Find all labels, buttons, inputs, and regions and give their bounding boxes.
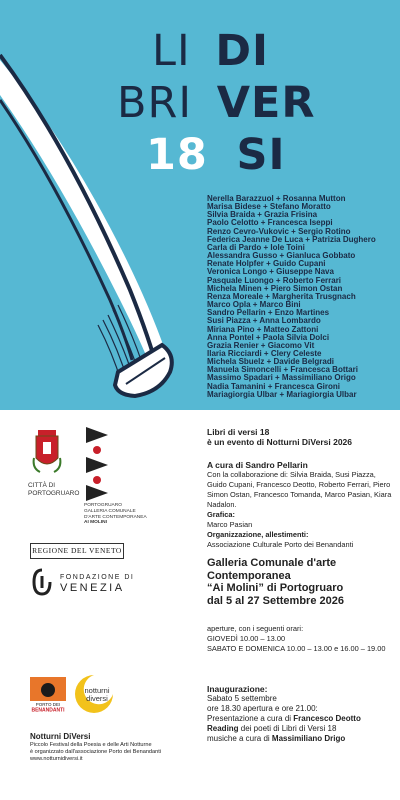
poet-pair: Manuela Simoncelli + Francesca Bottari	[207, 365, 358, 375]
poet-pair: Renza Moreale + Margherita Trusgnach	[207, 291, 356, 301]
title-18: 18	[146, 130, 208, 180]
fondazione-venezia-icon	[32, 568, 52, 596]
poet-pair: Pasquale Luongo + Roberto Ferrari	[207, 275, 342, 285]
porto-dei-benandanti-logo-icon	[30, 677, 66, 713]
svg-text:BENANDANTI: BENANDANTI	[31, 707, 65, 713]
poet-pair: Renzo Cevro-Vukovic + Sergio Rotino	[207, 226, 351, 236]
svg-text:notturni: notturni	[84, 686, 110, 695]
poet-pair: Anna Pontel + Paola Silvia Dolci	[207, 332, 330, 342]
title-row-3	[146, 130, 286, 180]
poet-pair: Miriana Pino + Matteo Zattoni	[207, 324, 319, 334]
poet-pair: Michela Minen + Piero Simon Ostan	[207, 283, 343, 293]
poet-pair: Carla di Pardo + Iole Toini	[207, 242, 305, 252]
poet-pair: Grazia Renier + Giacomo Vit	[207, 340, 315, 350]
collaboration: Con la collaborazione di: Silvia Braida, Susi Piazza, Guido Cupani, Francesco Deotto, Roberto Ferrari, Piero Simon Ostan, Francesco Tomanda, Marco Pasian, Kiara Nadalon.	[207, 470, 392, 509]
poet-pair: Alessandra Gusso + Gianluca Gobbato	[207, 251, 356, 261]
title-di: DI	[215, 26, 270, 76]
venue-block: Galleria Comunale d'arte Contemporanea “Ai Molini” di Portogruaro dal 5 al 27 Settembre 2026	[207, 557, 344, 607]
poet-pair: Michela Sbuelz + Davide Belgradi	[207, 357, 334, 367]
poet-pair: Ilaria Ricciardi + Clery Celeste	[207, 348, 322, 358]
poet-pair: Massimo Spadari + Massimiliano Origo	[207, 373, 356, 383]
opening-hours: aperture, con i seguenti orari: GIOVEDÌ 10.00 – 13.00 SABATO E DOMENICA 10.00 – 13.00 e 16.00 – 19.00	[207, 624, 386, 653]
portogruaro-coat-of-arms-icon	[32, 428, 62, 478]
festival-footer: Notturni DiVersi Piccolo Festival della Poesia e delle Arti Notturne è organizzato dall'associazione Porto dei Benandanti www.notturnidiversi.it	[30, 732, 200, 762]
galleria-comunale-label: PORTOGRUARO GALLERIA COMUNALE D'ARTE CONTEMPORANEA AI MOLINI	[84, 503, 147, 526]
curator: A cura di Sandro Pellarin	[207, 460, 308, 470]
poet-pair: Paolo Celotto + Francesca Iseppi	[207, 218, 333, 228]
poet-pair: Nerella Barazzuol + Rosanna Mutton	[207, 194, 346, 203]
poet-pair: Marco Opla + Marco Bini	[207, 300, 301, 310]
regione-veneto-logo: REGIONE DEL VENETO	[30, 543, 124, 559]
poet-pair: Veronica Longo + Giuseppe Nava	[207, 267, 334, 277]
inauguration-block: Inaugurazione: Sabato 5 settembre ore 18.30 apertura e ore 21.00: Presentazione a cura di Francesco Deotto Reading dei poeti di Libri di Versi 18 musiche a cura di Massimiliano Drigo	[207, 684, 361, 743]
poet-pair: Susi Piazza + Anna Lombardo	[207, 316, 321, 326]
poet-pair: Nadia Tamanini + Francesca Gironi	[207, 381, 341, 391]
poet-pair: Renate Holpfer + Guido Cupani	[207, 259, 326, 269]
notturni-diversi-logo-icon	[73, 673, 115, 715]
poets-list	[207, 195, 397, 399]
credits-block: A cura di Sandro Pellarin Con la collaborazione di: Silvia Braida, Susi Piazza, Guido Cupani, Francesco Deotto, Roberto Ferrari, Piero Simon Ostan, Francesco Tomanda, Marco Pasian, Kiara Nadalon. Grafica: Marco Pasian Organizzazione, allestimenti: Associazione Culturale Porto dei Benandanti	[207, 460, 392, 549]
title-row-1	[152, 26, 270, 76]
poet-pair: Silvia Braida + Grazia Frisina	[207, 210, 318, 220]
title-si: SI	[236, 130, 286, 180]
poet-pair: Mariagiorgia Ulbar + Mariagiorgia Ulbar	[207, 389, 357, 399]
title-row-2	[117, 78, 316, 128]
poet-pair: Sandro Pellarin + Enzo Martines	[207, 308, 330, 318]
title-li: LI	[152, 26, 191, 76]
galleria-ai-molini-logo-icon	[84, 425, 110, 501]
poet-pair: Marisa Bidese + Stefano Moratto	[207, 202, 331, 212]
event-intro: Libri di versi 18 è un evento di Notturni DiVersi 2026	[207, 427, 353, 447]
title-ver: VER	[216, 78, 316, 128]
fondazione-di-venezia-label: FONDAZIONE DI VENEZIA	[60, 574, 135, 594]
citta-di-portogruaro-label: CITTÀ DI PORTOGRUARO	[28, 482, 80, 497]
poet-pair: Federica Jeanne De Luca + Patrizia Dughero	[207, 234, 376, 244]
festival-website-link[interactable]: www.notturnidiversi.it	[30, 755, 83, 762]
svg-text:diversi: diversi	[86, 694, 108, 703]
title-bri: BRI	[117, 78, 193, 128]
svg-text:PORTO DEI: PORTO DEI	[35, 702, 61, 707]
